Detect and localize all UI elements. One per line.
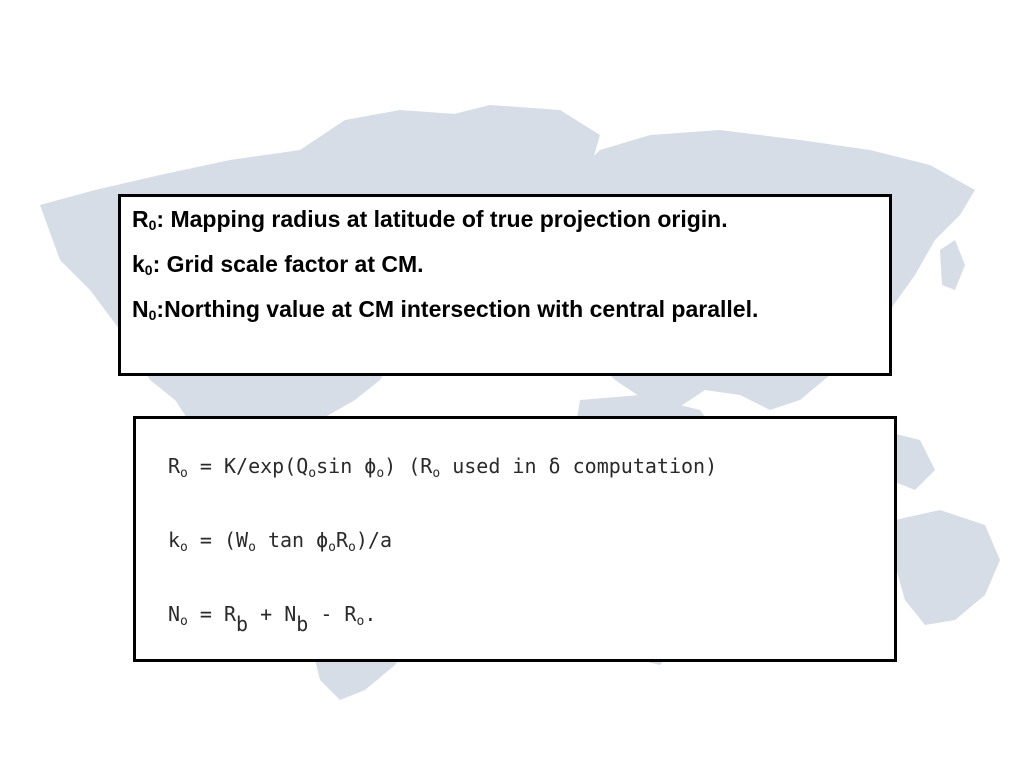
- equation-k0: [168, 521, 894, 559]
- eq-subscript: o: [308, 466, 317, 481]
- symbol-k: k: [132, 251, 145, 277]
- eq-lhs: R: [168, 454, 181, 478]
- eq-subscript: o: [180, 614, 188, 629]
- subscript-0: 0: [144, 262, 153, 278]
- eq-term: ) (R: [384, 454, 433, 478]
- definition-k0-text: : Grid scale factor at CM.: [152, 251, 424, 277]
- japan-islands: [940, 240, 965, 290]
- eq-subscript: o: [180, 466, 188, 481]
- eq-term: sin ϕ: [316, 454, 377, 478]
- subscript-0: 0: [148, 307, 157, 323]
- eq-subscript: o: [356, 614, 365, 629]
- definitions-box: [118, 194, 892, 376]
- symbol-n: N: [132, 296, 149, 322]
- definition-k0: [132, 250, 879, 279]
- eq-equals: =: [187, 528, 224, 552]
- eq-subscript: o: [180, 540, 188, 555]
- eq-term: tan ϕ: [255, 528, 329, 552]
- symbol-r: R: [132, 206, 149, 232]
- eq-lhs: N: [168, 602, 181, 626]
- eq-subscript: o: [348, 540, 356, 555]
- eq-term: R: [336, 528, 349, 552]
- eq-term: + N: [248, 602, 297, 626]
- eq-subscript: b: [236, 612, 249, 636]
- eq-subscript: b: [296, 612, 309, 636]
- definition-r0-text: : Mapping radius at latitude of true projection origin.: [156, 206, 728, 232]
- subscript-0: 0: [148, 217, 157, 233]
- eq-term: R: [224, 602, 237, 626]
- equation-n0: [168, 595, 894, 636]
- australia-landmass: [895, 510, 1000, 625]
- eq-equals: =: [187, 454, 224, 478]
- equations-box: [133, 416, 897, 662]
- eq-term: K/exp(Q: [224, 454, 309, 478]
- eq-lhs: k: [168, 528, 181, 552]
- definition-n0: [132, 295, 879, 324]
- eq-term: (W: [224, 528, 249, 552]
- eq-subscript: o: [376, 466, 385, 481]
- definition-r0: [132, 205, 879, 234]
- equation-r0: [168, 447, 894, 485]
- eq-term: - R: [308, 602, 357, 626]
- eq-term: used in δ computation): [440, 454, 718, 478]
- eq-equals: =: [187, 602, 224, 626]
- definition-n0-text: :Northing value at CM intersection with central parallel.: [156, 296, 759, 322]
- eq-subscript: o: [328, 540, 336, 555]
- eq-term: )/a: [355, 528, 392, 552]
- eq-subscript: o: [432, 466, 441, 481]
- eq-subscript: o: [248, 540, 256, 555]
- eq-term: .: [364, 602, 377, 626]
